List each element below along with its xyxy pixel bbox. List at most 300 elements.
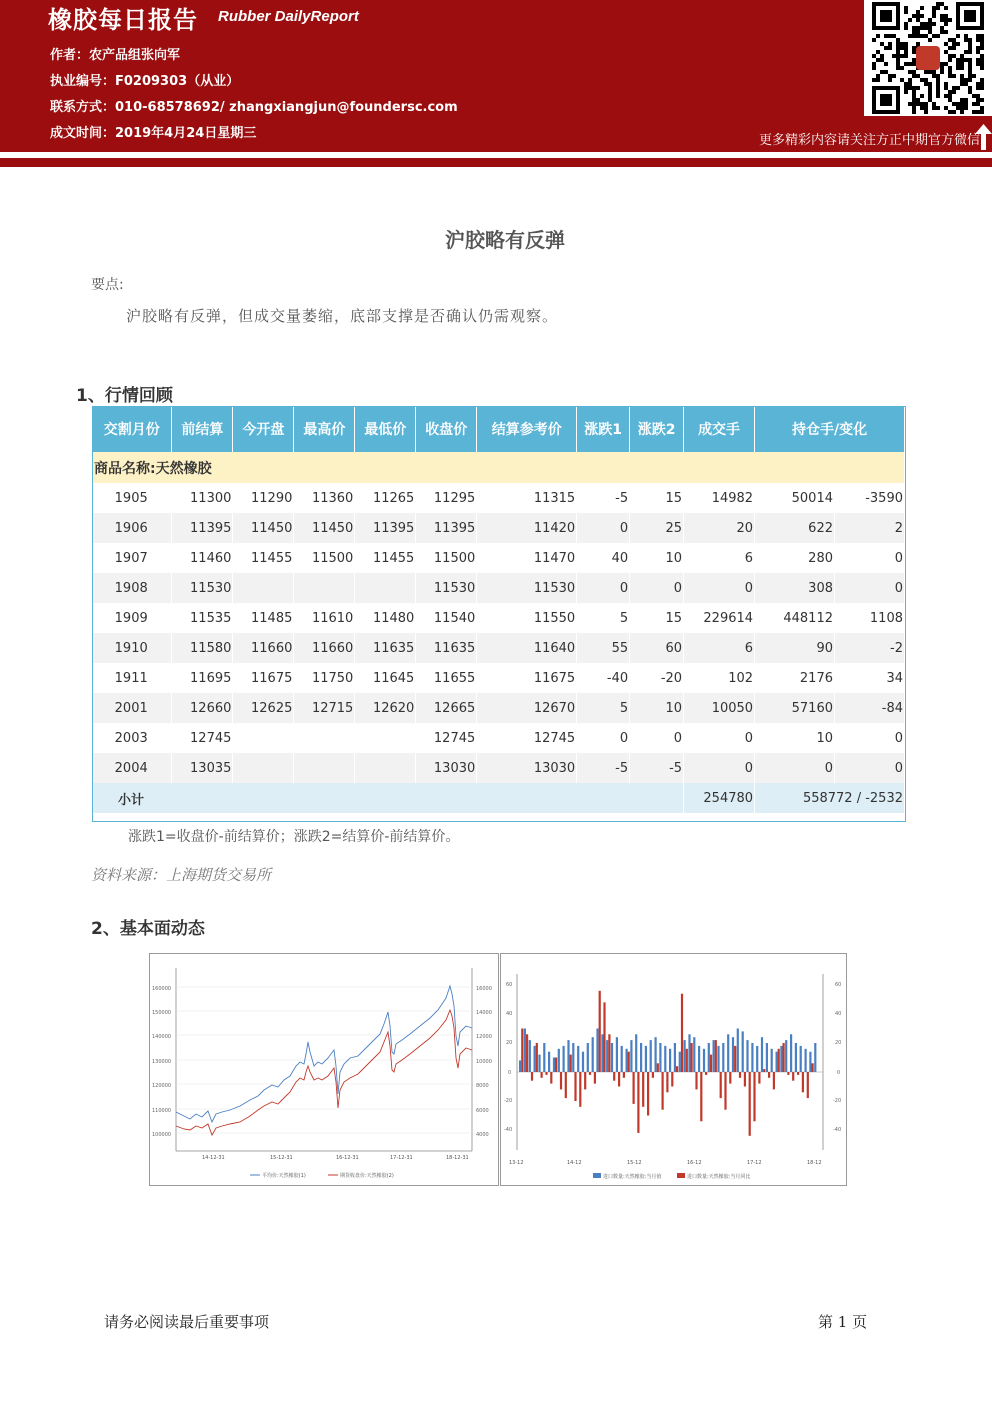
table-row — [92, 693, 905, 723]
bar-import-volume — [776, 1052, 778, 1072]
bar-import-volume — [635, 1034, 637, 1072]
table-cell: 13035 — [172, 753, 233, 783]
table-cell: 11660 — [294, 633, 355, 663]
bar-import-yoy — [565, 1072, 567, 1098]
table-cell: 2 — [835, 513, 905, 543]
bar-import-yoy — [657, 1063, 659, 1072]
bar-import-yoy — [715, 1040, 717, 1072]
bar-import-yoy — [676, 1066, 678, 1072]
report-header — [0, 0, 992, 152]
bar-import-volume — [669, 1049, 671, 1072]
table-cell: 0 — [630, 723, 684, 753]
table-row — [92, 483, 905, 513]
table-cell: 11655 — [416, 663, 477, 693]
bar-import-yoy — [729, 1072, 731, 1084]
table-cell — [294, 723, 355, 753]
table-cell — [233, 753, 294, 783]
line-xtick: 14-12-31 — [202, 1155, 225, 1161]
table-cell: 11315 — [477, 483, 577, 513]
table-cell: 11395 — [172, 513, 233, 543]
table-row — [92, 753, 905, 783]
table-row — [92, 723, 905, 753]
bar-import-volume — [737, 1029, 739, 1073]
table-cell: 0 — [835, 543, 905, 573]
table-cell: 11450 — [233, 513, 294, 543]
table-cell: 0 — [577, 723, 630, 753]
svg-text:-40: -40 — [833, 1127, 842, 1133]
bar-import-volume — [534, 1046, 536, 1072]
table-cell: 15 — [630, 603, 684, 633]
table-cell — [355, 753, 416, 783]
bar-xtick: 17-12 — [747, 1160, 762, 1166]
bar-import-yoy — [758, 1072, 760, 1084]
subtotal-volume: 254780 — [684, 783, 755, 813]
bar-import-volume — [524, 1029, 526, 1073]
table-cell: 11580 — [172, 633, 233, 663]
table-cell: 11480 — [355, 603, 416, 633]
bar-import-yoy — [695, 1072, 697, 1089]
table-cell: 11295 — [416, 483, 477, 513]
bar-import-yoy — [691, 1043, 693, 1072]
table-cell: 1908 — [92, 573, 172, 603]
table-cell: 11455 — [233, 543, 294, 573]
bar-legend-1: 进口数量:天然橡胶:当月值 — [603, 1174, 662, 1180]
bar-import-yoy — [526, 1034, 528, 1072]
bar-import-volume — [742, 1031, 744, 1072]
col-header: 今开盘 — [233, 406, 294, 452]
table-cell: 0 — [577, 573, 630, 603]
table-cell: 11635 — [416, 633, 477, 663]
table-cell: 12745 — [477, 723, 577, 753]
bar-import-volume — [800, 1046, 802, 1072]
table-cell: 0 — [630, 573, 684, 603]
table-cell: 11500 — [294, 543, 355, 573]
table-cell: 11530 — [416, 573, 477, 603]
table-cell: 55 — [577, 633, 630, 663]
up-arrow-icon — [975, 124, 992, 150]
bar-import-yoy — [753, 1072, 755, 1121]
bar-import-volume — [529, 1040, 531, 1072]
table-cell: 11395 — [355, 513, 416, 543]
bar-import-yoy — [739, 1072, 741, 1078]
table-cell: -20 — [630, 663, 684, 693]
table-cell: 57160 — [755, 693, 835, 723]
bar-import-yoy — [599, 991, 601, 1072]
table-cell: 11485 — [233, 603, 294, 633]
table-cell: -84 — [835, 693, 905, 723]
bar-import-yoy — [763, 1069, 765, 1072]
col-header: 收盘价 — [416, 406, 477, 452]
bar-import-yoy — [633, 1072, 635, 1104]
bar-xtick: 15-12 — [627, 1160, 642, 1166]
table-cell: 11300 — [172, 483, 233, 513]
svg-text:100000: 100000 — [152, 1132, 172, 1138]
subtotal-open-interest: 558772 / -2532 — [755, 783, 905, 813]
table-cell — [355, 723, 416, 753]
table-cell: -5 — [577, 753, 630, 783]
bar-import-yoy — [642, 1072, 644, 1107]
bar-import-volume — [645, 1046, 647, 1072]
bar-import-volume — [814, 1043, 816, 1072]
table-cell: 40 — [577, 543, 630, 573]
table-cell: 11640 — [477, 633, 577, 663]
bar-import-volume — [684, 1040, 686, 1072]
table-cell: -40 — [577, 663, 630, 693]
report-date: 成文时间：2019年4月24日星期三 — [50, 126, 257, 141]
bar-import-volume — [616, 1037, 618, 1072]
svg-text:-20: -20 — [504, 1098, 513, 1104]
table-cell: 229614 — [684, 603, 755, 633]
bar-import-yoy — [807, 1072, 809, 1098]
svg-text:6000: 6000 — [476, 1108, 489, 1114]
table-cell: 1911 — [92, 663, 172, 693]
bar-import-volume — [592, 1037, 594, 1072]
table-cell: 10050 — [684, 693, 755, 723]
bar-import-yoy — [541, 1072, 543, 1078]
table-cell: 2004 — [92, 753, 172, 783]
table-cell — [233, 723, 294, 753]
table-cell: 12715 — [294, 693, 355, 723]
table-cell: 2176 — [755, 663, 835, 693]
bar-import-yoy — [536, 1043, 538, 1072]
table-cell: 11550 — [477, 603, 577, 633]
svg-text:110000: 110000 — [152, 1108, 172, 1114]
bar-import-yoy — [652, 1072, 654, 1078]
bar-import-volume — [519, 1060, 521, 1072]
bar-import-volume — [596, 1029, 598, 1073]
col-header: 成交手 — [684, 406, 755, 452]
col-header: 持仓手/变化 — [755, 406, 905, 452]
bar-import-yoy — [555, 1058, 557, 1073]
bar-import-yoy — [802, 1072, 804, 1092]
table-cell: 11610 — [294, 603, 355, 633]
table-cell: 11660 — [233, 633, 294, 663]
table-cell: 34 — [835, 663, 905, 693]
svg-text:40: 40 — [506, 1011, 513, 1017]
bar-import-yoy — [579, 1072, 581, 1107]
table-cell: 11265 — [355, 483, 416, 513]
table-cell: 448112 — [755, 603, 835, 633]
table-cell: 1910 — [92, 633, 172, 663]
bar-import-volume — [790, 1034, 792, 1072]
table-cell: 14982 — [684, 483, 755, 513]
table-cell: 11530 — [172, 573, 233, 603]
bar-xtick: 13-12 — [509, 1160, 524, 1166]
bar-import-volume — [785, 1040, 787, 1072]
col-header: 涨跌2 — [630, 406, 684, 452]
svg-text:40: 40 — [835, 1011, 842, 1017]
col-header: 最低价 — [355, 406, 416, 452]
svg-text:-40: -40 — [504, 1127, 513, 1133]
table-row — [92, 603, 905, 633]
table-cell: 11750 — [294, 663, 355, 693]
bar-import-yoy — [778, 1049, 780, 1072]
bar-import-volume — [761, 1037, 763, 1072]
table-cell: -5 — [630, 753, 684, 783]
table-cell: 10 — [755, 723, 835, 753]
bar-import-yoy — [724, 1072, 726, 1110]
bar-import-volume — [688, 1034, 690, 1072]
bar-import-volume — [563, 1046, 565, 1072]
bar-import-volume — [577, 1046, 579, 1072]
table-cell: 11635 — [355, 633, 416, 663]
table-cell: 6 — [684, 543, 755, 573]
bar-import-volume — [780, 1046, 782, 1072]
bar-import-volume — [708, 1043, 710, 1072]
line-xtick: 18-12-31 — [446, 1155, 469, 1161]
table-cell: 0 — [577, 513, 630, 543]
table-cell: 622 — [755, 513, 835, 543]
svg-text:8000: 8000 — [476, 1083, 489, 1089]
table-cell — [355, 573, 416, 603]
bar-import-volume — [558, 1049, 560, 1072]
table-cell: -3590 — [835, 483, 905, 513]
table-cell: 5 — [577, 603, 630, 633]
col-header: 最高价 — [294, 406, 355, 452]
svg-text:140000: 140000 — [152, 1034, 172, 1040]
subtotal-row — [92, 783, 905, 813]
table-cell: 0 — [684, 723, 755, 753]
bar-import-volume — [601, 1034, 603, 1072]
bar-import-volume — [809, 1052, 811, 1072]
svg-text:120000: 120000 — [152, 1083, 172, 1089]
bar-import-yoy — [560, 1072, 562, 1089]
table-cell: 0 — [835, 753, 905, 783]
table-cell: 11460 — [172, 543, 233, 573]
table-cell: 6 — [684, 633, 755, 663]
table-cell: 90 — [755, 633, 835, 663]
bar-import-volume — [664, 1046, 666, 1072]
bar-import-yoy — [705, 1072, 707, 1075]
bar-import-volume — [679, 1052, 681, 1072]
bar-import-volume — [567, 1040, 569, 1072]
bar-import-yoy — [603, 1002, 605, 1072]
bar-import-yoy — [618, 1072, 620, 1087]
table-cell — [294, 573, 355, 603]
bar-xtick: 16-12 — [687, 1160, 702, 1166]
bar-xtick: 14-12 — [567, 1160, 582, 1166]
bar-import-yoy — [768, 1072, 770, 1078]
table-cell: 11695 — [172, 663, 233, 693]
bar-import-volume — [621, 1046, 623, 1072]
bar-import-yoy — [584, 1072, 586, 1089]
table-cell: 11675 — [233, 663, 294, 693]
table-cell: 2001 — [92, 693, 172, 723]
bar-import-yoy — [574, 1072, 576, 1101]
bar-import-yoy — [521, 1029, 523, 1073]
table-cell: 11420 — [477, 513, 577, 543]
table-cell: -2 — [835, 633, 905, 663]
bar-import-yoy — [570, 1055, 572, 1072]
bar-import-yoy — [681, 994, 683, 1072]
table-cell: 0 — [835, 723, 905, 753]
table-cell: 1909 — [92, 603, 172, 633]
bar-import-yoy — [812, 1063, 814, 1072]
table-cell: 60 — [630, 633, 684, 663]
svg-text:150000: 150000 — [152, 1010, 172, 1016]
contact: 联系方式：010-68578692/ zhangxiangjun@foundersc.com — [50, 100, 458, 115]
table-cell: 1907 — [92, 543, 172, 573]
table-cell: 11675 — [477, 663, 577, 693]
table-cell: 1906 — [92, 513, 172, 543]
qr-code-icon — [864, 0, 992, 116]
table-cell: 12745 — [172, 723, 233, 753]
table-cell: 11450 — [294, 513, 355, 543]
table-cell: 11540 — [416, 603, 477, 633]
bar-import-yoy — [613, 1072, 615, 1081]
bar-import-yoy — [550, 1072, 552, 1084]
table-cell: 15 — [630, 483, 684, 513]
table-cell: 11500 — [416, 543, 477, 573]
svg-text:0: 0 — [508, 1070, 512, 1076]
table-cell: 0 — [835, 573, 905, 603]
table-cell: 0 — [755, 753, 835, 783]
bar-import-volume — [693, 1037, 695, 1072]
svg-text:20: 20 — [506, 1040, 513, 1046]
bar-import-volume — [650, 1040, 652, 1072]
bar-import-yoy — [773, 1072, 775, 1089]
bar-import-yoy — [662, 1072, 664, 1110]
table-cell: 12665 — [416, 693, 477, 723]
table-cell: 1905 — [92, 483, 172, 513]
key-points-label: 要点: — [91, 277, 124, 293]
col-header: 结算参考价 — [477, 406, 577, 452]
table-note: 涨跌1=收盘价-前结算价；涨跌2=结算价-前结算价。 — [128, 829, 460, 845]
svg-text:16000: 16000 — [476, 986, 492, 992]
table-cell: 11455 — [355, 543, 416, 573]
bar-import-volume — [717, 1046, 719, 1072]
bar-import-volume — [756, 1046, 758, 1072]
document-title: 沪胶略有反弹 — [445, 228, 565, 252]
bar-import-yoy — [783, 1043, 785, 1072]
bar-import-volume — [727, 1034, 729, 1072]
bar-xtick: 18-12 — [807, 1160, 822, 1166]
table-cell: 25 — [630, 513, 684, 543]
price-line-chart — [149, 953, 499, 1186]
wechat-notice: 更多精彩内容请关注方正中期官方微信 — [758, 133, 980, 148]
section-fundamentals: 2、基本面动态 — [91, 919, 205, 939]
bar-import-volume — [659, 1043, 661, 1072]
bar-import-volume — [582, 1052, 584, 1072]
key-points-text: 沪胶略有反弹，但成交量萎缩，底部支撑是否确认仍需观察。 — [126, 307, 559, 325]
bar-import-yoy — [671, 1072, 673, 1087]
bar-import-volume — [655, 1037, 657, 1072]
table-row — [92, 663, 905, 693]
report-title-cn: 橡胶每日报告 — [48, 6, 198, 34]
bar-import-yoy — [666, 1072, 668, 1092]
subtotal-label: 小计 — [92, 783, 684, 813]
bar-import-yoy — [720, 1072, 722, 1098]
table-cell: 102 — [684, 663, 755, 693]
bar-legend-2: 进口数量:天然橡胶:当月同比 — [687, 1174, 751, 1180]
bar-import-yoy — [594, 1072, 596, 1084]
table-row — [92, 543, 905, 573]
bar-import-yoy — [744, 1072, 746, 1087]
line-legend-2: 期货收盘价:天然橡胶(2) — [340, 1173, 394, 1179]
bar-import-yoy — [628, 1052, 630, 1072]
table-cell: 5 — [577, 693, 630, 723]
table-cell: 11535 — [172, 603, 233, 633]
table-cell: 308 — [755, 573, 835, 603]
bar-import-volume — [630, 1040, 632, 1072]
bar-import-yoy — [647, 1072, 649, 1116]
col-header: 前结算 — [172, 406, 233, 452]
bar-import-volume — [698, 1046, 700, 1072]
svg-text:20: 20 — [835, 1040, 842, 1046]
table-cell: 10 — [630, 543, 684, 573]
bar-import-yoy — [545, 1072, 547, 1075]
bar-import-volume — [606, 1040, 608, 1072]
table-cell: 12660 — [172, 693, 233, 723]
bar-import-volume — [587, 1043, 589, 1072]
line-xtick: 17-12-31 — [390, 1155, 413, 1161]
table-cell: 50014 — [755, 483, 835, 513]
bar-import-yoy — [686, 1049, 688, 1072]
bar-import-yoy — [608, 1034, 610, 1072]
col-header: 交割月份 — [92, 406, 172, 452]
bar-import-volume — [795, 1043, 797, 1072]
table-cell: 12620 — [355, 693, 416, 723]
line-legend-1: 平均价:天然橡胶(1) — [262, 1173, 306, 1179]
bar-import-yoy — [787, 1072, 789, 1075]
table-cell: 0 — [684, 753, 755, 783]
license-number: 执业编号：F0209303（从业） — [50, 74, 240, 89]
bar-import-volume — [766, 1043, 768, 1072]
table-row — [92, 573, 905, 603]
table-cell: 20 — [684, 513, 755, 543]
bar-import-yoy — [734, 1046, 736, 1072]
bar-import-volume — [751, 1043, 753, 1072]
header-divider — [0, 158, 992, 167]
bar-import-volume — [805, 1049, 807, 1072]
bar-import-volume — [572, 1043, 574, 1072]
table-cell: 11395 — [416, 513, 477, 543]
bar-import-yoy — [792, 1072, 794, 1081]
col-header: 涨跌1 — [577, 406, 630, 452]
bar-import-yoy — [637, 1072, 639, 1133]
table-cell: 0 — [684, 573, 755, 603]
svg-text:12000: 12000 — [476, 1034, 492, 1040]
bar-import-volume — [626, 1049, 628, 1072]
section-market-review: 1、行情回顾 — [76, 386, 173, 406]
bar-import-yoy — [797, 1072, 799, 1075]
bar-import-yoy — [531, 1072, 533, 1081]
commodity-name: 商品名称:天然橡胶 — [92, 452, 905, 483]
table-cell: 13030 — [477, 753, 577, 783]
bar-import-volume — [611, 1043, 613, 1072]
bar-import-yoy — [589, 1072, 591, 1075]
table-cell: 11470 — [477, 543, 577, 573]
bar-import-volume — [674, 1043, 676, 1072]
bar-import-yoy — [710, 1055, 712, 1072]
table-header-row — [92, 406, 905, 452]
table-cell: 12625 — [233, 693, 294, 723]
table-cell: 2003 — [92, 723, 172, 753]
svg-text:60: 60 — [835, 982, 842, 988]
quote-table — [92, 406, 905, 813]
table-cell: 11290 — [233, 483, 294, 513]
bar-import-yoy — [700, 1072, 702, 1121]
table-cell: 10 — [630, 693, 684, 723]
bar-import-volume — [722, 1043, 724, 1072]
import-bar-chart — [500, 953, 847, 1186]
commodity-row — [92, 452, 905, 483]
svg-text:160000: 160000 — [152, 986, 172, 992]
bar-import-volume — [713, 1040, 715, 1072]
table-cell: 13030 — [416, 753, 477, 783]
table-row — [92, 513, 905, 543]
svg-text:0: 0 — [837, 1070, 841, 1076]
